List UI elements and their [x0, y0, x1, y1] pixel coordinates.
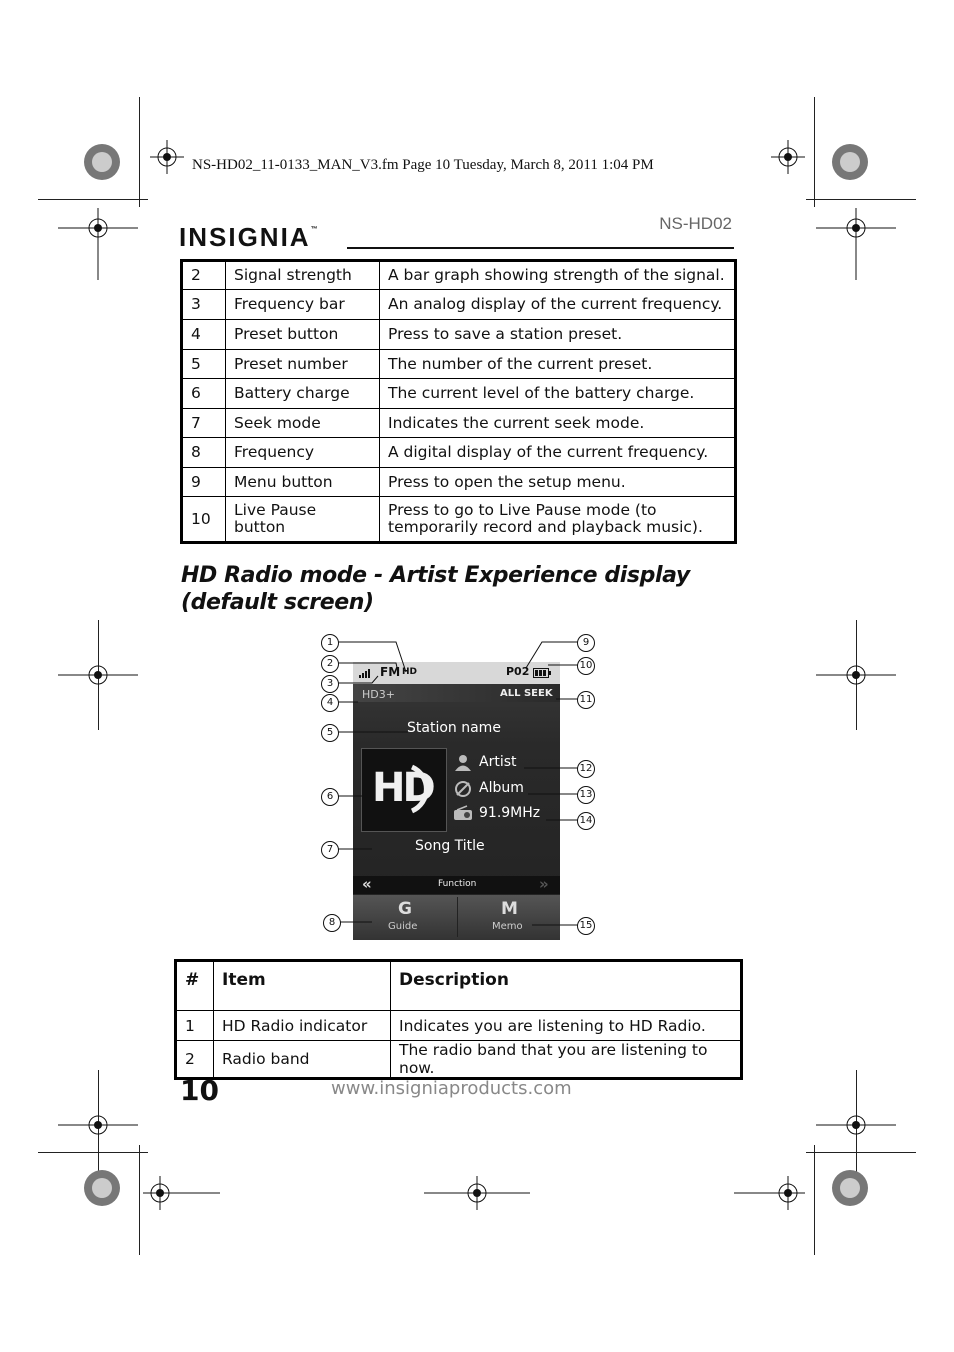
callout-10: 10 — [577, 657, 595, 675]
callout-2: 2 — [321, 655, 339, 673]
hd-logo: HD — [372, 765, 433, 811]
cell-item: HD Radio indicator — [214, 1011, 391, 1041]
callout-4: 4 — [321, 694, 339, 712]
cell-description: The radio band that you are listening to now. — [391, 1041, 742, 1079]
cell-number: 1 — [176, 1011, 214, 1041]
callout-15: 15 — [577, 917, 595, 935]
callout-14: 14 — [577, 812, 595, 830]
cell-number: 3 — [182, 290, 226, 320]
model-number: NS-HD02 — [659, 214, 732, 233]
col-header-description: Description — [391, 961, 742, 1011]
col-header-item: Item — [214, 961, 391, 1011]
cell-number: 10 — [182, 497, 226, 543]
cell-description: A bar graph showing strength of the signal. — [380, 261, 736, 290]
band-label: FM — [380, 665, 401, 679]
cell-description: Indicates the current seek mode. — [380, 409, 736, 438]
file-slug: NS-HD02_11-0133_MAN_V3.fm Page 10 Tuesday, March 8, 2011 1:04 PM — [192, 157, 654, 173]
artist-display-table — [174, 959, 743, 1080]
guide-key-label: Guide — [388, 921, 418, 932]
callout-12: 12 — [577, 760, 595, 778]
cell-item: Battery charge — [226, 379, 380, 409]
callout-5: 5 — [321, 724, 339, 742]
memo-key-label: Memo — [492, 921, 523, 932]
callout-8: 8 — [323, 914, 341, 932]
seek-mode: ALL SEEK — [500, 688, 553, 699]
callout-6: 6 — [321, 788, 339, 806]
hd-indicator: HD — [402, 667, 418, 677]
table-row — [176, 1041, 742, 1079]
guide-key-letter: G — [398, 899, 412, 919]
page-number: 10 — [180, 1074, 219, 1107]
station-name: Station name — [407, 720, 501, 736]
cell-description: Press to go to Live Pause mode (to temporarily record and playback music). — [380, 497, 736, 543]
memo-key-letter: M — [501, 899, 518, 919]
callout-9: 9 — [577, 634, 595, 652]
cell-number: 6 — [182, 379, 226, 409]
cell-item: Menu button — [226, 468, 380, 497]
cell-description: A digital display of the current frequency. — [380, 438, 736, 468]
cell-description: The current level of the battery charge. — [380, 379, 736, 409]
cell-number: 4 — [182, 320, 226, 350]
cell-number: 9 — [182, 468, 226, 497]
cell-item: Frequency — [226, 438, 380, 468]
album-label: Album — [479, 780, 524, 796]
cell-number: 7 — [182, 409, 226, 438]
trademark: ™ — [310, 226, 318, 233]
cell-item: Signal strength — [226, 261, 380, 290]
callout-13: 13 — [577, 786, 595, 804]
callout-1: 1 — [321, 634, 339, 652]
table-row — [176, 1011, 742, 1041]
frequency-label: 91.9MHz — [479, 805, 541, 821]
footer-url: www.insigniaproducts.com — [331, 1078, 572, 1099]
artist-label: Artist — [479, 754, 517, 770]
sub-channel: HD3+ — [362, 688, 395, 701]
cell-item: Seek mode — [226, 409, 380, 438]
cell-item: Frequency bar — [226, 290, 380, 320]
cell-description: An analog display of the current frequency. — [380, 290, 736, 320]
chevron-right-icon: » — [539, 875, 549, 893]
section-title: HD Radio mode - Artist Experience display (default screen) — [181, 563, 690, 615]
chevron-left-icon: « — [362, 875, 372, 893]
col-header-number: # — [176, 961, 214, 1011]
cell-description: Press to open the setup menu. — [380, 468, 736, 497]
cell-description: The number of the current preset. — [380, 350, 736, 379]
cell-number: 2 — [182, 261, 226, 290]
function-label: Function — [438, 879, 477, 889]
preset-number: P02 — [506, 665, 530, 678]
callout-3: 3 — [321, 675, 339, 693]
cell-number: 8 — [182, 438, 226, 468]
callout-11: 11 — [577, 691, 595, 709]
cell-item: Preset button — [226, 320, 380, 350]
cell-item: Radio band — [214, 1041, 391, 1079]
cell-number: 5 — [182, 350, 226, 379]
cell-item: Preset number — [226, 350, 380, 379]
brand-name: INSIGNIA — [179, 222, 311, 252]
song-title: Song Title — [415, 838, 485, 854]
cell-item: Live Pause button — [226, 497, 380, 543]
cell-description: Press to save a station preset. — [380, 320, 736, 350]
cell-description: Indicates you are listening to HD Radio. — [391, 1011, 742, 1041]
callout-7: 7 — [321, 841, 339, 859]
cell-number: 2 — [176, 1041, 214, 1079]
